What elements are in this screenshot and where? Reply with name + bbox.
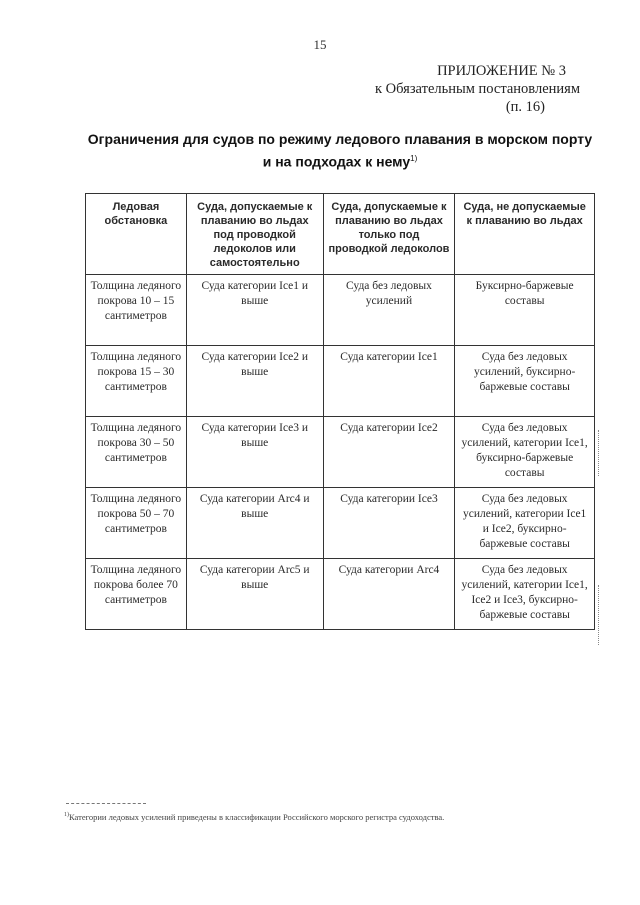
table-cell: Суда категории Ice2 xyxy=(323,417,455,488)
appendix-heading xyxy=(375,62,580,116)
header-allowed-escort-only: Суда, допускаемые к плаванию во льдах только под проводкой ледоколов xyxy=(323,194,455,275)
table-row xyxy=(86,559,595,630)
table-cell: Суда без ледовых усилений, категории Ice1 и Ice2, буксирно-баржевые составы xyxy=(455,488,595,559)
document-title xyxy=(80,130,600,172)
title-line-2: и на подходах к нему xyxy=(262,153,411,170)
table-cell: Суда без ледовых усилений, буксирно-баржевые составы xyxy=(455,346,595,417)
header-not-allowed: Суда, не допускаемые к плаванию во льдах xyxy=(455,194,595,275)
table-cell: Суда категории Arc4 xyxy=(323,559,455,630)
table-cell: Толщина ледяного покрова более 70 сантиметров xyxy=(86,559,187,630)
footnote-separator xyxy=(66,803,146,804)
scan-margin-mark xyxy=(598,430,599,476)
footnote-text: Категории ледовых усилений приведены в классификации Российского морского регистра судоходства. xyxy=(69,811,445,822)
table-row xyxy=(86,488,595,559)
table-cell: Суда категории Ice1 xyxy=(323,346,455,417)
footnote-mark: 1) xyxy=(64,812,69,818)
table-cell: Суда категории Arc4 и выше xyxy=(186,488,323,559)
table-header-row xyxy=(86,194,595,275)
footnote xyxy=(64,810,584,823)
table-cell: Суда категории Ice1 и выше xyxy=(186,275,323,346)
table-row xyxy=(86,346,595,417)
table-cell: Суда без ледовых усилений, категории Ice1, буксирно-баржевые составы xyxy=(455,417,595,488)
header-ice-conditions: Ледовая обстановка xyxy=(86,194,187,275)
table-cell: Суда категории Ice2 и выше xyxy=(186,346,323,417)
table-cell: Суда без ледовых усилений, категории Ice1, Ice2 и Ice3, буксирно-баржевые составы xyxy=(455,559,595,630)
table-cell: Суда категории Ice3 и выше xyxy=(186,417,323,488)
title-footnote-mark: 1) xyxy=(410,154,418,163)
appendix-clause: (п. 16) xyxy=(505,99,545,115)
table-cell: Буксирно-баржевые составы xyxy=(455,275,595,346)
appendix-number: ПРИЛОЖЕНИЕ № 3 xyxy=(437,63,566,79)
table-cell: Суда категории Arc5 и выше xyxy=(186,559,323,630)
table-cell: Толщина ледяного покрова 30 – 50 сантиметров xyxy=(86,417,187,488)
table-cell: Толщина ледяного покрова 15 – 30 сантиметров xyxy=(86,346,187,417)
table-cell: Суда категории Ice3 xyxy=(323,488,455,559)
ice-restrictions-table xyxy=(85,193,595,630)
header-allowed-escort-or-independent: Суда, допускаемые к плаванию во льдах под проводкой ледоколов или самостоятельно xyxy=(186,194,323,275)
title-line-1: Ограничения для судов по режиму ледового плавания в морском порту xyxy=(87,131,593,147)
table-row xyxy=(86,417,595,488)
table-row xyxy=(86,275,595,346)
page-number: 15 xyxy=(313,37,327,52)
table-cell: Толщина ледяного покрова 10 – 15 сантиметров xyxy=(86,275,187,346)
table-cell: Толщина ледяного покрова 50 – 70 сантиметров xyxy=(86,488,187,559)
table-cell: Суда без ледовых усилений xyxy=(323,275,455,346)
scan-margin-mark xyxy=(598,585,599,645)
appendix-reference: к Обязательным постановлениям xyxy=(375,81,580,97)
